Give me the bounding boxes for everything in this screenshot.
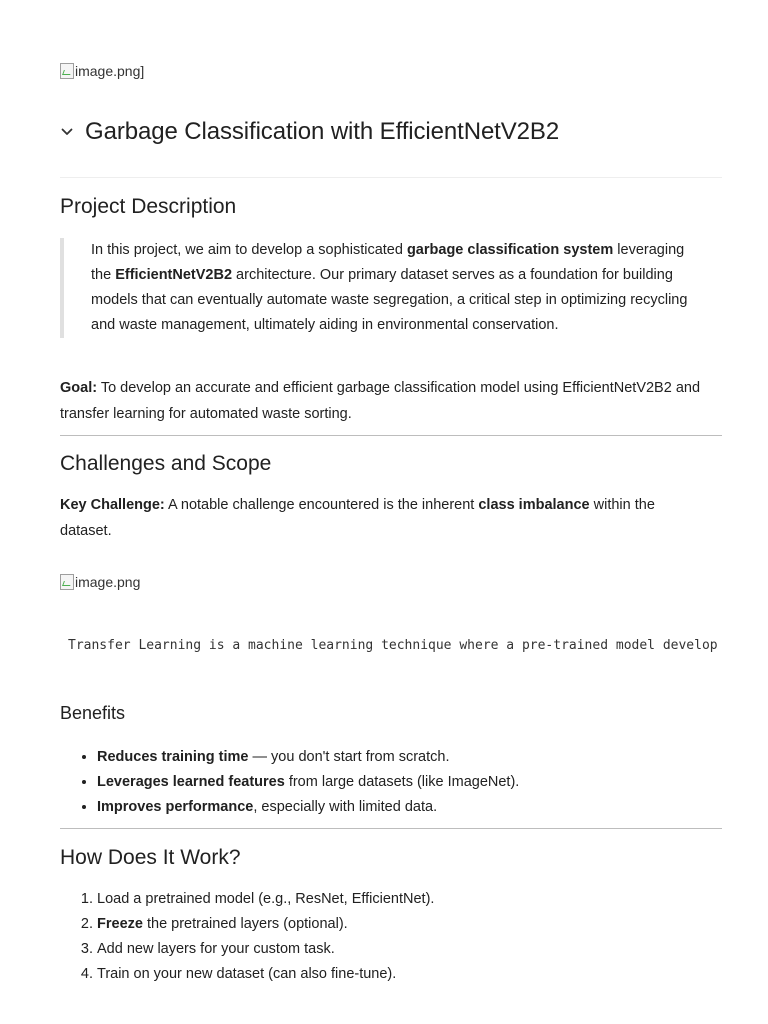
chevron-down-icon[interactable] <box>60 125 74 139</box>
challenge-label: Key Challenge: <box>60 497 165 513</box>
list-item-bold: Improves performance <box>97 799 254 815</box>
code-block: Transfer Learning is a machine learning technique where a pre-trained model develop <box>68 638 718 653</box>
benefits-list <box>60 745 717 820</box>
list-item <box>97 962 717 987</box>
challenge-paragraph <box>60 493 680 544</box>
description-blockquote <box>60 238 691 338</box>
challenge-text: within the dataset. <box>60 497 655 539</box>
goal-label: Goal: <box>60 380 98 396</box>
list-item <box>97 770 717 795</box>
list-item <box>97 912 717 937</box>
title-row <box>60 118 559 146</box>
list-item-bold: Reduces training time <box>97 749 249 765</box>
list-item <box>97 887 717 912</box>
list-item-text: from large datasets (like ImageNet). <box>284 774 520 790</box>
content-image-alt: image.png <box>75 574 141 590</box>
section-heading-challenges: Challenges and Scope <box>60 452 272 475</box>
divider <box>60 828 722 829</box>
quote-bold: EfficientNetV2B2 <box>115 267 233 283</box>
section-heading-project-description: Project Description <box>60 195 237 218</box>
top-image <box>60 63 144 79</box>
list-item-text: the pretrained layers (optional). <box>142 916 348 932</box>
broken-image-icon <box>60 63 74 79</box>
section-heading-how-it-works: How Does It Work? <box>60 846 241 869</box>
list-item-text: Load a pretrained model (e.g., ResNet, EfficientNet). <box>97 891 435 907</box>
list-item-bold: Leverages learned features <box>97 774 285 790</box>
divider <box>60 177 722 178</box>
page-title: Garbage Classification with EfficientNetV2B2 <box>85 118 560 145</box>
list-item <box>97 937 717 962</box>
top-image-alt: image.png] <box>75 63 145 79</box>
list-item-text: Train on your new dataset (can also fine-tune). <box>97 966 397 982</box>
content-image <box>60 574 140 590</box>
quote-bold: garbage classification system <box>406 242 614 258</box>
challenge-bold: class imbalance <box>478 497 590 513</box>
list-item-text: , especially with limited data. <box>253 799 438 815</box>
divider <box>60 435 722 436</box>
section-heading-benefits: Benefits <box>60 703 126 723</box>
goal-text: To develop an accurate and efficient garbage classification model using EfficientNetV2B2 and transfer learning for automated waste sorting. <box>60 380 701 422</box>
list-item-text: Add new layers for your custom task. <box>97 941 335 957</box>
quote-text: In this project, we aim to develop a sophisticated <box>91 242 407 258</box>
broken-image-icon <box>60 574 74 590</box>
goal-paragraph <box>60 376 710 427</box>
list-item <box>97 795 717 820</box>
list-item <box>97 745 717 770</box>
list-item-text: — you don't start from scratch. <box>248 749 450 765</box>
steps-list <box>60 887 717 987</box>
challenge-text: A notable challenge encountered is the inherent <box>164 497 479 513</box>
list-item-bold: Freeze <box>97 916 143 932</box>
quote-text: architecture. Our primary dataset serves as a foundation for building models that can eventually automate waste segregation, a critical step in optimizing recycling and waste management, ultimately aiding in environmental conservation. <box>91 267 688 333</box>
quote-text: leveraging the <box>91 242 685 283</box>
